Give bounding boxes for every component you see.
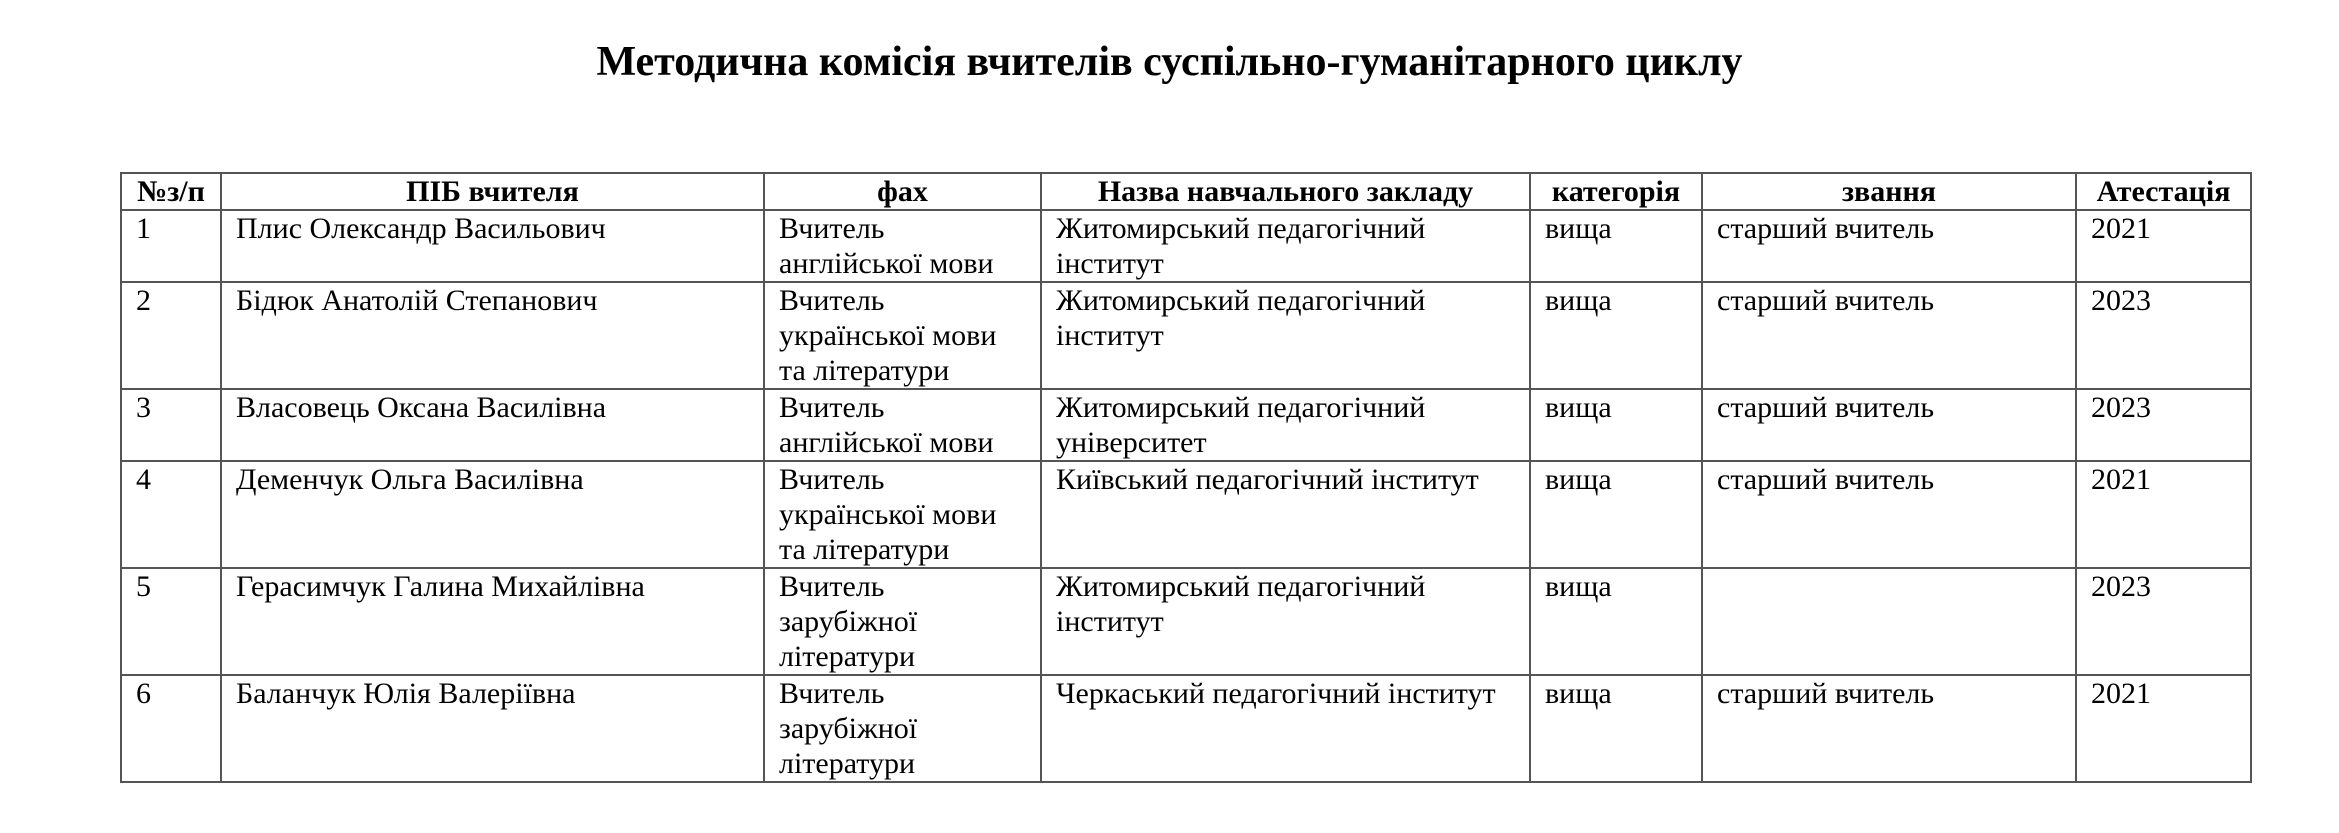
cell-name: Деменчук Ольга Василівна — [221, 461, 764, 568]
table-row — [121, 282, 2251, 389]
cell-category: вища — [1530, 675, 1702, 782]
cell-attestation: 2021 — [2076, 675, 2251, 782]
header-category: категорія — [1530, 173, 1702, 210]
cell-name: Герасимчук Галина Михайлівна — [221, 568, 764, 675]
cell-institution: Київський педагогічний інститут — [1041, 461, 1530, 568]
table-row — [121, 210, 2251, 282]
cell-rank: старший вчитель — [1702, 389, 2076, 461]
teachers-table — [120, 172, 2252, 783]
cell-name: Плис Олександр Васильович — [221, 210, 764, 282]
cell-specialty: Вчитель зарубіжної літератури — [764, 675, 1041, 782]
cell-specialty: Вчитель англійської мови — [764, 210, 1041, 282]
cell-category: вища — [1530, 461, 1702, 568]
cell-specialty: Вчитель української мови та літератури — [764, 282, 1041, 389]
cell-num: 2 — [121, 282, 221, 389]
cell-specialty: Вчитель зарубіжної літератури — [764, 568, 1041, 675]
cell-rank: старший вчитель — [1702, 210, 2076, 282]
cell-category: вища — [1530, 282, 1702, 389]
cell-category: вища — [1530, 389, 1702, 461]
cell-category: вища — [1530, 210, 1702, 282]
table-row — [121, 675, 2251, 782]
cell-name: Бідюк Анатолій Степанович — [221, 282, 764, 389]
header-institution: Назва навчального закладу — [1041, 173, 1530, 210]
table-row — [121, 389, 2251, 461]
cell-name: Власовець Оксана Василівна — [221, 389, 764, 461]
cell-attestation: 2023 — [2076, 389, 2251, 461]
cell-institution: Житомирський педагогічний інститут — [1041, 568, 1530, 675]
cell-num: 1 — [121, 210, 221, 282]
cell-attestation: 2021 — [2076, 461, 2251, 568]
header-attestation: Атестація — [2076, 173, 2251, 210]
cell-rank: старший вчитель — [1702, 282, 2076, 389]
cell-attestation: 2023 — [2076, 568, 2251, 675]
cell-specialty: Вчитель англійської мови — [764, 389, 1041, 461]
header-num: №з/п — [121, 173, 221, 210]
cell-institution: Черкаський педагогічний інститут — [1041, 675, 1530, 782]
cell-institution: Житомирський педагогічний інститут — [1041, 282, 1530, 389]
cell-num: 6 — [121, 675, 221, 782]
cell-attestation: 2023 — [2076, 282, 2251, 389]
page-title: Методична комісія вчителів суспільно-гуманітарного циклу — [596, 39, 1743, 85]
cell-attestation: 2021 — [2076, 210, 2251, 282]
cell-name: Баланчук Юлія Валеріївна — [221, 675, 764, 782]
header-rank: звання — [1702, 173, 2076, 210]
header-name: ПІБ вчителя — [221, 173, 764, 210]
table-row — [121, 568, 2251, 675]
cell-institution: Житомирський педагогічний інститут — [1041, 210, 1530, 282]
table-row — [121, 461, 2251, 568]
table-header-row — [121, 173, 2251, 210]
cell-category: вища — [1530, 568, 1702, 675]
cell-rank — [1702, 568, 2076, 675]
cell-rank: старший вчитель — [1702, 461, 2076, 568]
cell-rank: старший вчитель — [1702, 675, 2076, 782]
cell-institution: Житомирський педагогічний університет — [1041, 389, 1530, 461]
cell-num: 4 — [121, 461, 221, 568]
header-specialty: фах — [764, 173, 1041, 210]
cell-num: 5 — [121, 568, 221, 675]
cell-specialty: Вчитель української мови та літератури — [764, 461, 1041, 568]
cell-num: 3 — [121, 389, 221, 461]
